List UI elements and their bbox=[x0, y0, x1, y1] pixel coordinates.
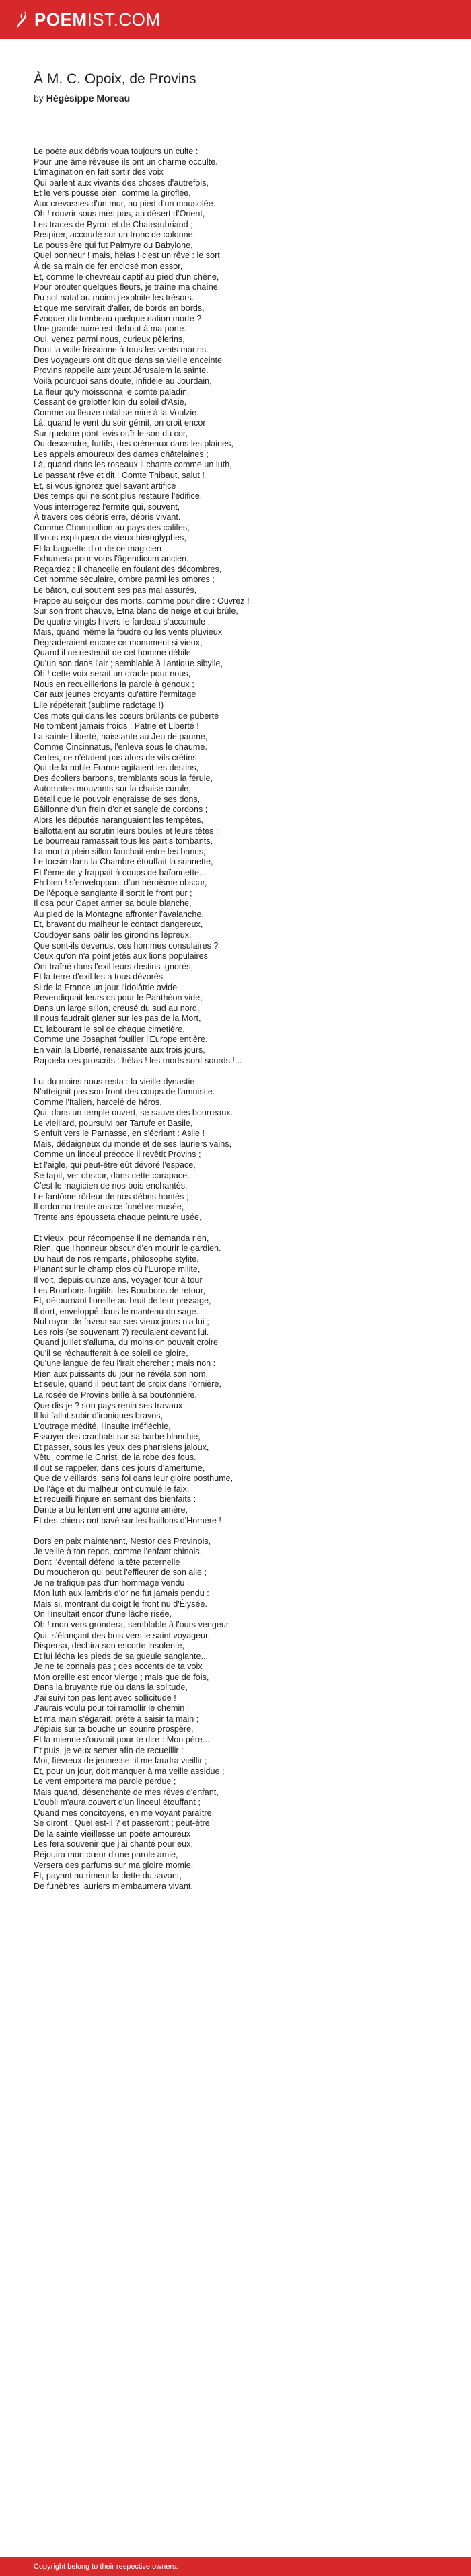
poem-line: Automates mouvants sur la chaise curule, bbox=[34, 784, 191, 794]
poem-line: Dante a bu lentement une agonie amère, bbox=[34, 1505, 188, 1515]
poem-line: Et, labourant le sol de chaque cimetière, bbox=[34, 1024, 185, 1034]
poem-line: Dors en paix maintenant, Nestor des Provinois, bbox=[34, 1536, 211, 1546]
poem-line: De la sainte vieillesse un poète amoureux bbox=[34, 1828, 191, 1839]
poem-line: Le poète aux débris voua toujours un culte : bbox=[34, 147, 198, 156]
poem-line: De quatre-vingts hivers le fardeau s'accumule ; bbox=[34, 616, 211, 627]
poem-line: Le bourreau ramassait tous les partis tombants, bbox=[34, 836, 213, 846]
poem-line: S'enfuit vers le Parnasse, en s'écriant : Asile ! bbox=[34, 1129, 205, 1139]
poem-line: Qui, dans un temple ouvert, se sauve des bourreaux. bbox=[34, 1108, 233, 1118]
poem-line: Comme au fleuve natal se mire à la Voulzie. bbox=[34, 407, 199, 417]
poem-line: Il ordonna trente ans ce funèbre musée, bbox=[34, 1202, 184, 1212]
poem-line: Qui de la noble France agitaient les destins, bbox=[34, 763, 199, 773]
poem-body bbox=[34, 147, 444, 1902]
poem-line: L'oubli m'aura couvert d'un linceul étouffant ; bbox=[34, 1798, 201, 1808]
poem-line: La rosée de Provins brille à sa boutonnière. bbox=[34, 1390, 197, 1400]
poem-line: Et l'aigle, qui peut-être eût dévoré l'espace, bbox=[34, 1160, 196, 1170]
poem-line: Et que me serviraît d'aller, de bords en bords, bbox=[34, 303, 205, 313]
poem-line: Qu'il se réchaufferait à ce soleil de gloire, bbox=[34, 1348, 188, 1358]
poem-line: Il dut se rappeler, dans ces jours d'amertume, bbox=[34, 1463, 205, 1473]
poem-line: Et seule, quand il peut tant de croix dans l'ornière, bbox=[34, 1379, 221, 1390]
poem-header bbox=[34, 71, 437, 104]
poem-line: La poussière qui fut Palmyre ou Babylone, bbox=[34, 240, 193, 250]
poem-line: Regardez : il chancelle en foulant des décombres, bbox=[34, 564, 222, 574]
poem-line: Et le vers pousse bien, comme la giroflée, bbox=[34, 188, 191, 198]
poem-line: Le tocsin dans la Chambre étouffait la sonnette, bbox=[34, 857, 213, 867]
poem-line: Nul rayon de faveur sur ses vieux jours n'a lui ; bbox=[34, 1317, 209, 1327]
poem-line: Rappela ces proscrits : hélas ! les morts sont sourds !... bbox=[34, 1055, 242, 1065]
poem-line: Les appels amoureux des dames châtelaines ; bbox=[34, 449, 209, 459]
poem-line: Planant sur le champ clos où l'Europe milite, bbox=[34, 1264, 201, 1275]
poem-line: Et puis, je veux semer afin de recueillir : bbox=[34, 1745, 184, 1755]
poem-line: Le fantôme rôdeur de nos débris hantés ; bbox=[34, 1191, 189, 1201]
poem-line: Si de la France un jour l'idolâtrie avide bbox=[34, 982, 178, 992]
poem-line: Qui parlent aux vivants des choses d'autrefois, bbox=[34, 177, 209, 188]
poem-line: Dispersa, déchira son escorte insolente, bbox=[34, 1641, 185, 1651]
poem-line: Voilà pourquoi sans doute, infidèle au Jourdain, bbox=[34, 376, 212, 387]
brand-light: IST.COM bbox=[87, 9, 161, 30]
poem-line: Qu'une langue de feu l'irait chercher ; mais non : bbox=[34, 1359, 216, 1369]
poem-line: Ou descendre, furtifs, des créneaux dans les plaines, bbox=[34, 439, 233, 449]
poem-line: Respirer, accoudé sur un tronc de colonne, bbox=[34, 230, 196, 240]
poem-line: Car aux jeunes croyants qu'attire l'ermitage bbox=[34, 690, 196, 700]
poem-line: Mais, quand même la foudre ou les vents pluvieux bbox=[34, 627, 223, 637]
site-footer bbox=[0, 2557, 471, 2576]
poem-line: Mais si, montrant du doigt le front nu d'Élysée. bbox=[34, 1599, 207, 1609]
poem-line: Du haut de nos remparts, philosophe stylite, bbox=[34, 1254, 199, 1264]
poem-line: Une grande ruine est debout à ma porte. bbox=[34, 324, 186, 334]
poem-stanza bbox=[34, 1234, 444, 1526]
poem-line: Cessant de grelotter loin du soleil d'Asie, bbox=[34, 397, 187, 407]
author-name[interactable]: Hégésippe Moreau bbox=[46, 93, 131, 104]
poem-line: Dont l'éventail défend la tête paternelle bbox=[34, 1557, 180, 1567]
poem-line: De l'âge et du malheur ont cumulé le faix, bbox=[34, 1484, 190, 1494]
poem-line: Au pied de la Montagne affronter l'avalanche, bbox=[34, 909, 204, 919]
poem-line: Que de vieillards, sans foi dans leur gloire posthume, bbox=[34, 1474, 233, 1484]
poem-line: J'épiais sur ta bouche un sourire prospère, bbox=[34, 1724, 194, 1734]
poem-line: Et la terre d'exil les a tous dévorés. bbox=[34, 972, 166, 982]
poem-line: Je veille à ton repos, comme l'enfant chinois, bbox=[34, 1547, 203, 1557]
poem-line: Les traces de Byron et de Chateaubriand ; bbox=[34, 219, 193, 229]
poem-line: Et, comme le chevreau captif au pied d'un chêne, bbox=[34, 272, 219, 282]
quill-pen-icon bbox=[15, 11, 28, 28]
byline bbox=[34, 92, 437, 104]
poem-line: N'atteignit pas son front des coups de l'amnistie. bbox=[34, 1087, 215, 1097]
site-header bbox=[0, 0, 471, 39]
poem-line: Coudoyer sans pâlir les girondins lépreux. bbox=[34, 930, 192, 940]
poem-stanza bbox=[34, 1077, 444, 1223]
poem-line: Je ne trafique pas d'un hommage vendu : bbox=[34, 1578, 190, 1588]
poem-line: Le vieillard, poursuivi par Tartufe et Basile, bbox=[34, 1118, 193, 1128]
poem-line: Qui, s'élançant des bois vers le saint voyageur, bbox=[34, 1630, 211, 1640]
poem-line: J'ai suivi ton pas lent avec sollicitude ! bbox=[34, 1693, 176, 1703]
by-label: by bbox=[34, 93, 44, 104]
poem-line: Du moucheron qui peut l'effleurer de son aile ; bbox=[34, 1568, 207, 1578]
poem-line: Que sont-ils devenus, ces hommes consulaires ? bbox=[34, 940, 219, 951]
poem-line: Évoquer du tombeau quelque nation morte ? bbox=[34, 313, 202, 323]
poem-line: De l'époque sanglante il sortit le front pur ; bbox=[34, 888, 192, 898]
poem-line: Il vous expliquera de vieux hiéroglyphes, bbox=[34, 533, 186, 543]
poem-line: Réjouira mon cœur d'une parole amie, bbox=[34, 1850, 178, 1859]
poem-line: Des temps qui ne sont plus restaure l'édifice, bbox=[34, 491, 203, 501]
poem-line: L'outrage médité, l'insulte irréfléchie, bbox=[34, 1421, 171, 1431]
poem-line: Des écoliers barbons, tremblants sous la férule, bbox=[34, 773, 213, 783]
poem-line: Pour brouter quelques fleurs, je traîne ma chaîne. bbox=[34, 282, 221, 292]
poem-line: Ces mots qui dans les cœurs brûlants de puberté bbox=[34, 711, 219, 721]
poem-line: Sur quelque pont-levis ouïr le son du cor, bbox=[34, 428, 188, 438]
poem-line: Comme un linceul précoce il revêtit Provins ; bbox=[34, 1150, 201, 1160]
poem-line: Ne tombent jamais froids : Patrie et Liberté ! bbox=[34, 721, 199, 731]
poem-line: Je ne te connais pas ; des accents de ta voix bbox=[34, 1662, 203, 1672]
poem-line: Le passant rêve et dit : Comte Thibaut, salut ! bbox=[34, 470, 205, 480]
poem-line: Exhumera pour vous l'âgendicum ancien. bbox=[34, 554, 189, 564]
poem-line: Comme Champollion au pays des califes, bbox=[34, 522, 190, 532]
poem-line: Et, pour un jour, doit manquer à ma veille assidue ; bbox=[34, 1766, 225, 1776]
poem-line: L'imagination en fait sortir des voix bbox=[34, 167, 164, 177]
poem-line: À travers ces débris erre, débris vivant. bbox=[34, 512, 181, 522]
poem-line: Trente ans épousseta chaque peinture usée, bbox=[34, 1212, 202, 1222]
poem-line: La mort à plein sillon fauchait entre les bancs, bbox=[34, 846, 206, 856]
poem-line: Comme Cincinnatus, l'enleva sous le chaume. bbox=[34, 742, 207, 752]
poem-line: Il dort, enveloppé dans le manteau du sage. bbox=[34, 1306, 199, 1316]
poem-line: Frappe au seigour des morts, comme pour dire : Ouvrez ! bbox=[34, 596, 250, 606]
poem-line: Il voit, depuis quinze ans, voyager tour à tour bbox=[34, 1275, 203, 1285]
poem-line: Essuyer des crachats sur sa barbe blanchie, bbox=[34, 1432, 201, 1442]
poem-line: Et la mienne s'ouvrait pour te dire : Mon père... bbox=[34, 1734, 210, 1744]
poem-line: Se diront : Quel est-il ? et passeront ; peut-être bbox=[34, 1818, 210, 1828]
poem-line: Et ma main s'égarait, prête à saisir ta main ; bbox=[34, 1714, 199, 1724]
poem-line: Pour une âme rêveuse ils ont un charme occulte. bbox=[34, 157, 218, 167]
poem-line: Se tapit, ver obscur, dans cette carapace. bbox=[34, 1170, 190, 1180]
poem-line: Du sol natal au moins j'exploite les trésors. bbox=[34, 292, 194, 303]
poem-line: Ballottaient au scrutin leurs boules et leurs têtes ; bbox=[34, 826, 219, 836]
poem-line: Et, si vous ignorez quel savant artifice bbox=[34, 481, 176, 491]
poem-line: Et vieux, pour récompense il ne demanda rien, bbox=[34, 1233, 209, 1243]
brand-strong: POEM bbox=[34, 9, 87, 30]
poem-line: Les rois (se souvenant ?) reculaient devant lui. bbox=[34, 1327, 209, 1337]
poem-line: Et des chiens ont bavé sur les haillons d'Homère ! bbox=[34, 1515, 221, 1525]
poem-line: Il nous faudrait glaner sur les pas de la Mort, bbox=[34, 1014, 201, 1024]
poem-line: Les Bourbons fugitifs, les Bourbons de retour, bbox=[34, 1285, 205, 1295]
poem-title: À M. C. Opoix, de Provins bbox=[34, 71, 196, 87]
poem-line: Bâillonne d'un frein d'or et sangle de cordons ; bbox=[34, 805, 208, 815]
poem-line: Là, quand le vent du soir gémit, on croit encor bbox=[34, 418, 206, 428]
poem-line: Mon oreille est encor vierge ; mais que de fois, bbox=[34, 1672, 209, 1682]
poem-line: Rien aux puissants du jour ne révéla son nom, bbox=[34, 1369, 209, 1379]
poem-line: Dont la voile frissonne à tous les vents marins. bbox=[34, 345, 209, 355]
poem-line: Il lui fallut subir d'ironiques bravos, bbox=[34, 1411, 164, 1421]
poem-line: Là, quand dans les roseaux il chante comme un luth, bbox=[34, 460, 232, 470]
poem-line: Certes, ce n'étaient pas alors de vils crétins bbox=[34, 752, 197, 762]
poem-line: Le bâton, qui soutient ses pas mal assurés, bbox=[34, 585, 197, 595]
poem-line: Aux crevasses d'un mur, au pied d'un mausolée. bbox=[34, 198, 216, 208]
poem-line: Les fera souvenir que j'ai chanté pour eux, bbox=[34, 1839, 193, 1849]
poem-line: On l'insultait encor d'une lâche risée, bbox=[34, 1609, 172, 1619]
poem-line: Revendiquait leurs os pour le Panthéon vide, bbox=[34, 993, 203, 1003]
poem-line: Et la baguette d'or de ce magicien bbox=[34, 543, 162, 553]
poem-line: Quand il ne resterait de cet homme débile bbox=[34, 648, 191, 658]
poem-line: Versera des parfums sur ma gloire momie, bbox=[34, 1860, 194, 1870]
poem-line: De funèbres lauriers m'embaumera vivant. bbox=[34, 1881, 193, 1891]
poem-line: Oh ! mon vers grondera, semblable à l'ours vengeur bbox=[34, 1619, 229, 1629]
poem-line: Quel bonheur ! mais, hélas ! c'est un rêve : le sort bbox=[34, 251, 220, 261]
poem-line: Et recueilli l'injure en semant des bienfaits : bbox=[34, 1494, 196, 1504]
poem-line: Des voyageurs ont dit que dans sa vieille enceinte bbox=[34, 355, 223, 365]
poem-line: Mais quand, désenchanté de mes rêves d'enfant, bbox=[34, 1787, 219, 1797]
poem-line: Ont traîné dans l'exil leurs destins ignorés, bbox=[34, 961, 193, 971]
poem-line: Le vent emportera ma parole perdue ; bbox=[34, 1777, 176, 1787]
poem-line: Et, bravant du malheur le contact dangereux, bbox=[34, 920, 203, 930]
poem-stanza bbox=[34, 147, 444, 1066]
poem-line: Vêtu, comme le Christ, de la robe des fous. bbox=[34, 1453, 196, 1463]
poem-line: Dans la bruyante rue ou dans la solitude, bbox=[34, 1683, 188, 1693]
poem-line: C'est le magicien de nos bois enchantés, bbox=[34, 1181, 188, 1191]
poem-line: J'aurais voulu pour toi ramollir le chemin ; bbox=[34, 1703, 190, 1714]
poem-line: Moi, fiévreux de jeunesse, il me faudra vieillir ; bbox=[34, 1756, 207, 1766]
poem-line: Oui, venez parmi nous, curieux pèlerins, bbox=[34, 334, 185, 344]
poem-line: Nous en recueillerions la parole à genoux ; bbox=[34, 679, 194, 689]
poem-line: Quand mes concitoyens, en me voyant paraître, bbox=[34, 1808, 215, 1818]
poem-line: Et l'émeute y frappait à coups de baïonnette... bbox=[34, 867, 207, 877]
poem-line: Cet homme séculaire, ombre parmi les ombres ; bbox=[34, 575, 215, 585]
site-brand bbox=[34, 11, 161, 28]
poem-line: Provins rappelle aux yeux Jérusalem la sainte. bbox=[34, 366, 209, 376]
poem-line: Et, payant au rimeur la dette du savant, bbox=[34, 1871, 182, 1881]
poem-line: Lui du moins nous resta : la vieille dynastie bbox=[34, 1076, 195, 1086]
copyright-notice: Copyright belong to their respective owners. bbox=[34, 2562, 178, 2571]
poem-line: Il osa pour Capet armer sa boule blanche, bbox=[34, 899, 192, 909]
poem-line: Vous interrogerez l'ermite qui, souvent, bbox=[34, 501, 180, 512]
site-logo[interactable] bbox=[15, 11, 161, 28]
poem-line: Eh bien ! s'enveloppant d'un héroïsme obscur, bbox=[34, 878, 207, 888]
poem-line: Et lui lécha les pieds de sa gueule sanglante... bbox=[34, 1651, 209, 1661]
poem-line: Mon luth aux lambris d'or ne fut jamais pendu : bbox=[34, 1588, 209, 1599]
poem-stanza bbox=[34, 1537, 444, 1892]
poem-line: Qu'un son dans l'air ; semblable à l'antique sibylle, bbox=[34, 658, 223, 668]
poem-line: Dans un large sillon, creusé du sud au nord, bbox=[34, 1003, 200, 1013]
poem-line: Que dis-je ? son pays renia ses travaux ; bbox=[34, 1400, 188, 1410]
poem-line: Oh ! rouvrir sous mes pas, au désert d'Orient, bbox=[34, 209, 205, 219]
poem-line: Mais, dédaigneux du monde et de ses lauriers vains, bbox=[34, 1139, 232, 1149]
poem-line: Comme une Josaphat fouiller l'Europe entière. bbox=[34, 1035, 208, 1045]
poem-line: Oh ! cette voix serait un oracle pour nous, bbox=[34, 669, 191, 679]
poem-line: Sur son front chauve, Etna blanc de neige et qui brûle, bbox=[34, 606, 238, 616]
poem-line: Ceux qu'on n'a point jetés aux lions populaires bbox=[34, 951, 208, 961]
poem-line: Comme l'Italien, harcelé de héros, bbox=[34, 1097, 162, 1107]
poem-line: Et, détournant l'oreille au bruit de leur passage, bbox=[34, 1296, 211, 1306]
poem-line: Quand juillet s'alluma, du moins on pouvait croire bbox=[34, 1338, 219, 1348]
poem-line: En vain la Liberté, renaissante aux trois jours, bbox=[34, 1045, 205, 1055]
poem-line: Rien, que l'honneur obscur d'en mourir le gardien. bbox=[34, 1244, 221, 1254]
poem-line: Elle répéterait (sublime radotage !) bbox=[34, 700, 164, 710]
poem-line: À de sa main de fer enclosé mon essor, bbox=[34, 261, 183, 272]
poem-line: Alors les députés haranguaient les tempêtes, bbox=[34, 815, 204, 825]
poem-line: Et passer, sous les yeux des pharisiens jaloux, bbox=[34, 1442, 209, 1452]
poem-line: La sainte Liberté, naissante au Jeu de paume, bbox=[34, 731, 208, 741]
poem-line: Bétail que le pouvoir engraisse de ses dons, bbox=[34, 794, 201, 804]
poem-line: La fleur qu'y moissonna le comte paladin, bbox=[34, 387, 190, 397]
poem-line: Dégraderaient encore ce monument si vieux, bbox=[34, 637, 203, 647]
